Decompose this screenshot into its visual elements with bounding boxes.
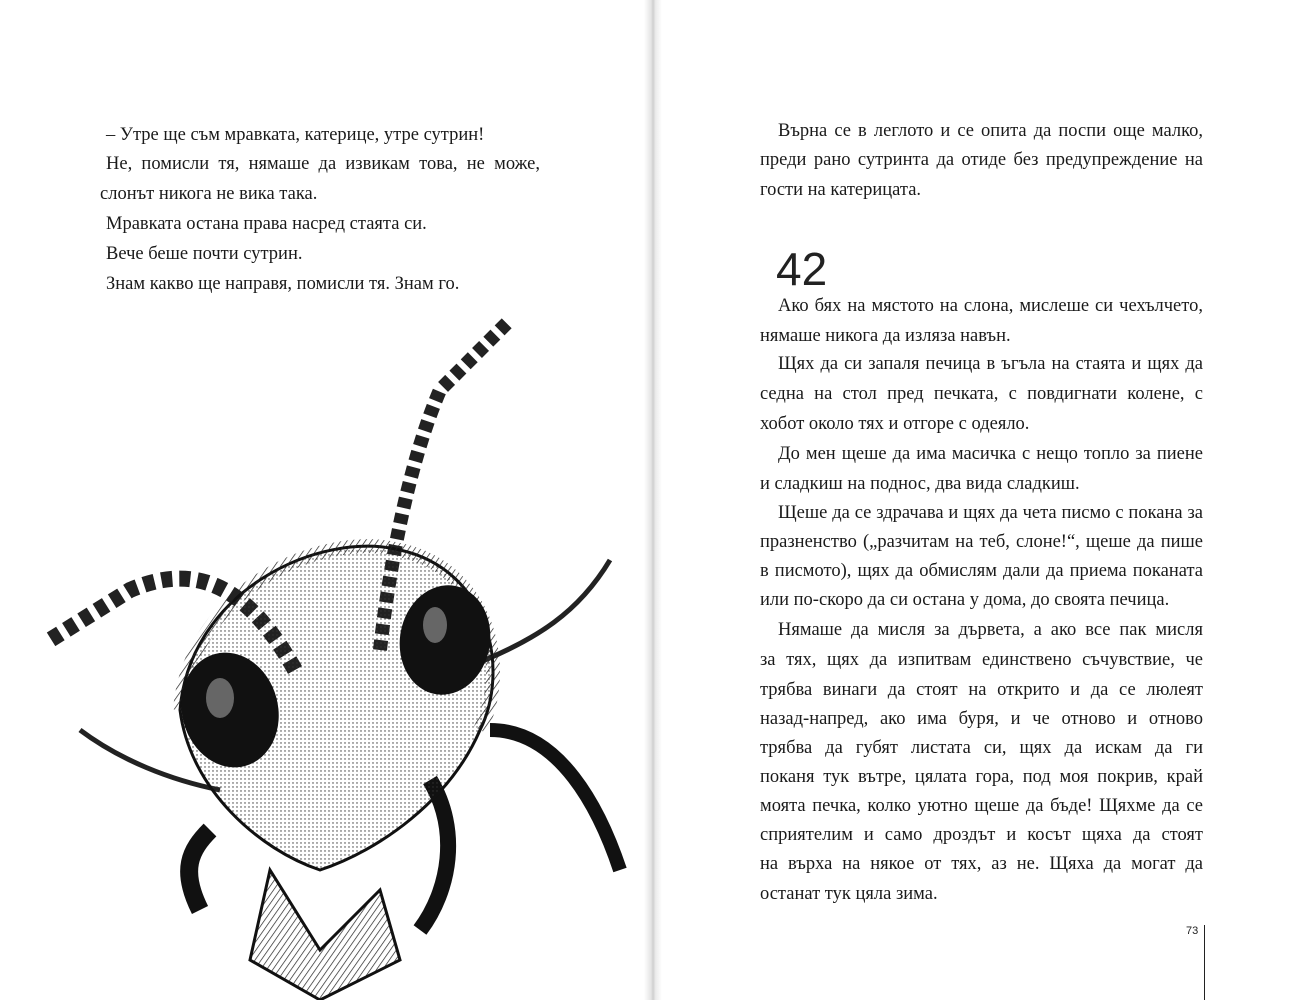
- text-line: останат тук цяла зима.: [760, 884, 938, 904]
- text-line: трябва да губят листата си, щях да искам да ги: [760, 738, 1203, 758]
- ant-illustration: [20, 310, 640, 1000]
- text-line: Не, помисли тя, нямаше да извикам това, не може,: [106, 154, 540, 174]
- text-line: – Утре ще съм мравката, катерице, утре сутрин!: [106, 125, 485, 145]
- text-line: празненство („разчитам на теб, слоне!“, щеше да пише: [760, 532, 1203, 552]
- text-line: Върна се в леглото и се опита да поспи още малко,: [778, 121, 1203, 141]
- text-line: Ако бях на мястото на слона, мислеше си чехълчето,: [778, 296, 1203, 316]
- text-line: за тях, щях да изпитвам единствено съчувствие, че: [760, 650, 1203, 670]
- text-line: моята печка, колко уютно щеше да бъде! Щяхме да се: [760, 796, 1203, 816]
- text-line: нямаше никога да изляза навън.: [760, 326, 1011, 346]
- book-gutter: [644, 0, 662, 1000]
- text-line: слонът никога не вика така.: [100, 184, 318, 204]
- text-line: и сладкиш на поднос, два вида сладкиш.: [760, 474, 1080, 494]
- page-number: 73: [1186, 925, 1199, 937]
- text-line: седна на стол пред печката, с повдигнати колене, с: [760, 384, 1203, 404]
- text-line: Знам какво ще направя, помисли тя. Знам го.: [106, 274, 460, 294]
- chapter-number: 42: [776, 243, 828, 295]
- text-line: Нямаше да мисля за дървета, а ако все пак мисля: [778, 620, 1203, 640]
- text-line: сприятелим и само дроздът и косът щяха да стоят: [760, 825, 1203, 845]
- text-line: назад-напред, ако има буря, и че отново и отново: [760, 709, 1203, 729]
- text-line: гости на катерицата.: [760, 180, 922, 200]
- text-line: Щеше да се здрачава и щях да чета писмо с покана за: [778, 503, 1203, 523]
- text-line: Вече беше почти сутрин.: [106, 244, 303, 264]
- text-line: в писмото), щях да обмислям дали да приема поканата: [760, 561, 1203, 581]
- text-line: Мравката остана права насред стаята си.: [106, 214, 427, 234]
- text-line: на върха на някое от тях, аз не. Щяха да могат да: [760, 854, 1203, 874]
- text-line: трябва винаги да стоят на открито и да се люлеят: [760, 680, 1203, 700]
- text-line: или по-скоро да си остана у дома, до своята печица.: [760, 590, 1170, 610]
- text-line: До мен щеше да има масичка с нещо топло за пиене: [778, 444, 1203, 464]
- text-line: хобот около тях и отгоре с одеяло.: [760, 414, 1030, 434]
- page-number-rule: [1204, 925, 1205, 1000]
- text-line: преди рано сутринта да отиде без предупреждение на: [760, 150, 1203, 170]
- text-line: поканя тук вътре, цялата гора, под моя покрив, край: [760, 767, 1203, 787]
- text-line: Щях да си запаля печица в ъгъла на стаята и щях да: [778, 354, 1203, 374]
